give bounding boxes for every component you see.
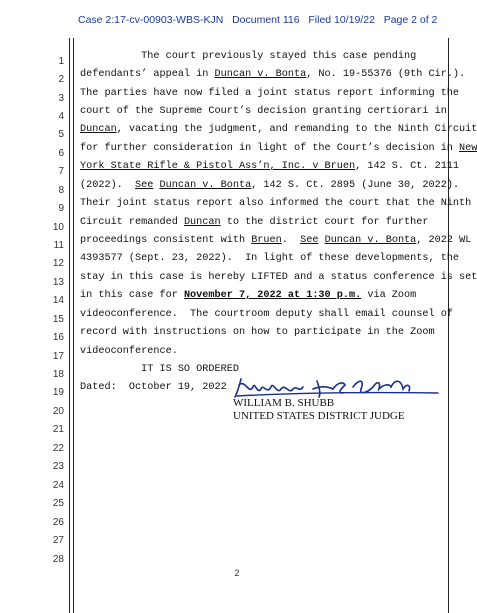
line-number: 1 bbox=[58, 56, 64, 67]
body-line: in this case for November 7, 2022 at 1:30 p.m. via Zoom bbox=[80, 290, 417, 301]
line-number: 9 bbox=[58, 203, 64, 214]
judge-name: WILLIAM B. SHUBB bbox=[233, 397, 335, 409]
line-number: 17 bbox=[52, 351, 64, 362]
line-number: 8 bbox=[58, 185, 64, 196]
line-number: 12 bbox=[52, 258, 64, 269]
case-header bbox=[78, 14, 437, 26]
line-number: 20 bbox=[52, 406, 64, 417]
case-citation: Duncan v. Bonta bbox=[324, 235, 417, 246]
body-line: (2022). See Duncan v. Bonta, 142 S. Ct. 2895 (June 30, 2022). bbox=[80, 180, 460, 191]
body-line: Circuit remanded Duncan to the district court for further bbox=[80, 217, 429, 228]
line-number: 23 bbox=[52, 461, 64, 472]
line-number: 7 bbox=[58, 166, 64, 177]
line-number: 26 bbox=[52, 517, 64, 528]
filed-date: Filed 10/19/22 bbox=[308, 14, 375, 26]
body-line: videoconference. bbox=[80, 346, 178, 357]
line-number: 3 bbox=[58, 93, 64, 104]
case-citation: Bruen bbox=[251, 235, 282, 246]
line-number: 6 bbox=[58, 148, 64, 159]
line-number: 24 bbox=[52, 480, 64, 491]
judge-title: UNITED STATES DISTRICT JUDGE bbox=[233, 410, 405, 422]
line-number: 14 bbox=[52, 295, 64, 306]
body-line: videoconference. The courtroom deputy shall email counsel of bbox=[80, 309, 453, 320]
case-citation: Duncan v. Bonta bbox=[159, 180, 252, 191]
body-line: The court previously stayed this case pending bbox=[80, 51, 417, 62]
case-number: Case 2:17-cv-00903-WBS-KJN bbox=[78, 14, 224, 26]
body-line: proceedings consistent with Bruen. See Duncan v. Bonta, 2022 WL bbox=[80, 235, 472, 246]
line-number: 4 bbox=[58, 111, 64, 122]
line-number: 19 bbox=[52, 387, 64, 398]
case-citation: York State Rifle & Pistol Ass’n, Inc. v Bruen bbox=[80, 161, 356, 172]
line-number: 18 bbox=[52, 369, 64, 380]
body-line: for further consideration in light of the Court’s decision in New bbox=[80, 143, 477, 154]
conference-datetime: November 7, 2022 at 1:30 p.m. bbox=[183, 290, 362, 301]
line-number: 28 bbox=[52, 554, 64, 565]
line-number: 13 bbox=[52, 277, 64, 288]
so-ordered: IT IS SO ORDERED bbox=[80, 364, 239, 375]
body-line: The parties have now filed a joint status report informing the bbox=[80, 88, 460, 99]
page-indicator: Page 2 of 2 bbox=[383, 14, 438, 26]
line-number: 10 bbox=[52, 222, 64, 233]
page-number: 2 bbox=[234, 568, 240, 578]
left-margin-rule-inner bbox=[73, 38, 74, 613]
body-line: Their joint status report also informed the court that the Ninth bbox=[80, 198, 472, 209]
line-number: 22 bbox=[52, 443, 64, 454]
dated-line: Dated: October 19, 2022 bbox=[80, 382, 227, 393]
case-citation: New bbox=[459, 143, 477, 154]
line-number: 27 bbox=[52, 535, 64, 546]
body-line: York State Rifle & Pistol Ass’n, Inc. v Bruen, 142 S. Ct. 2111 bbox=[80, 161, 460, 172]
case-citation: Duncan bbox=[80, 124, 117, 135]
line-number: 2 bbox=[58, 74, 64, 85]
line-number: 11 bbox=[53, 240, 64, 251]
body-line: record with instructions on how to participate in the Zoom bbox=[80, 327, 435, 338]
case-citation: Duncan v. Bonta bbox=[214, 69, 307, 80]
line-number: 5 bbox=[58, 129, 64, 140]
body-line: defendants’ appeal in Duncan v. Bonta, No. 19-55376 (9th Cir.). bbox=[80, 69, 466, 80]
line-number: 16 bbox=[52, 332, 64, 343]
body-line: stay in this case is hereby LIFTED and a status conference is set bbox=[80, 272, 477, 283]
body-line: court of the Supreme Court’s decision granting certiorari in bbox=[80, 106, 447, 117]
case-citation: Duncan bbox=[183, 217, 221, 228]
left-margin-rule bbox=[69, 38, 70, 613]
document-number: Document 116 bbox=[232, 14, 300, 26]
line-number: 15 bbox=[52, 314, 64, 325]
body-line: Duncan, vacating the judgment, and remanding to the Ninth Circuit bbox=[80, 124, 477, 135]
line-number: 21 bbox=[52, 424, 64, 435]
body-line: 4393577 (Sept. 23, 2022). In light of these developments, the bbox=[80, 253, 460, 264]
line-number: 25 bbox=[52, 498, 64, 509]
